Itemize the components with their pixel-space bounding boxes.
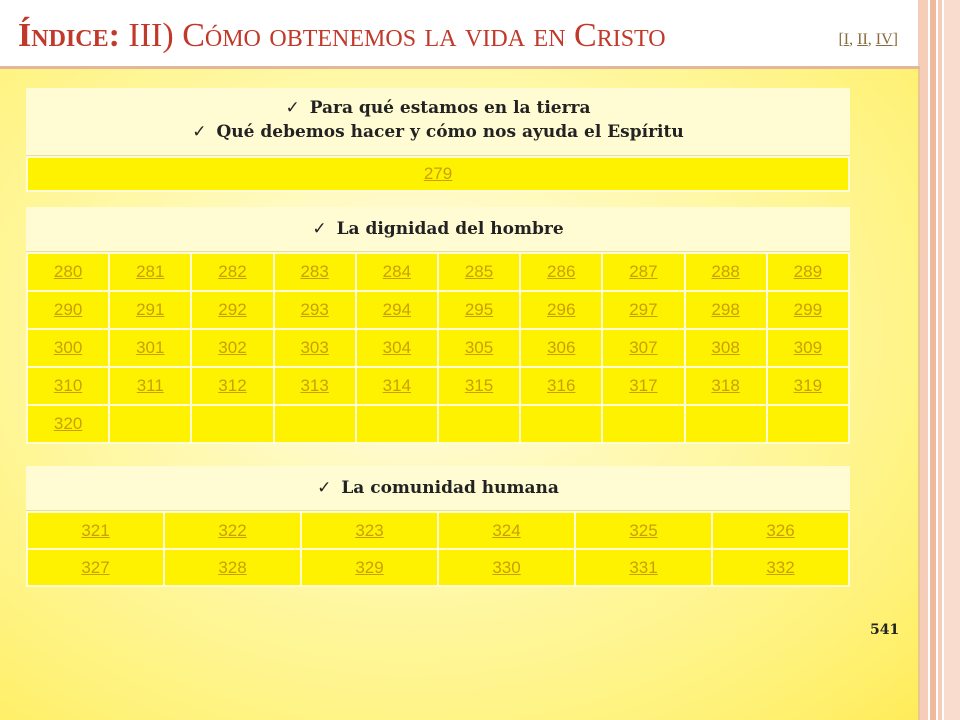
- section-heading: ✓ La comunidad humana: [26, 466, 850, 511]
- paragraph-link[interactable]: 330: [492, 557, 521, 577]
- grid-cell: [767, 329, 849, 367]
- grid-cell: [438, 291, 520, 329]
- nav-link-iv[interactable]: IV: [875, 31, 893, 48]
- paragraph-link[interactable]: 306: [547, 338, 576, 357]
- paragraph-link[interactable]: 302: [218, 338, 247, 357]
- section-heading: ✓ La dignidad del hombre: [26, 207, 850, 252]
- paragraph-link[interactable]: 328: [218, 557, 247, 577]
- paragraph-link[interactable]: 310: [53, 376, 83, 395]
- section-title: III) Cómo obtenemos la vida en Cristo: [128, 17, 666, 54]
- paragraph-link[interactable]: 320: [53, 414, 83, 433]
- grid-cell: [109, 291, 191, 329]
- paragraph-link[interactable]: 281: [136, 262, 165, 281]
- section-nav: [I, II, IV]: [838, 31, 898, 48]
- paragraph-link[interactable]: 286: [547, 262, 576, 281]
- grid-cell: [767, 367, 849, 405]
- paragraph-link[interactable]: 312: [218, 376, 247, 395]
- grid-cell: [520, 329, 602, 367]
- check-icon: ✓: [317, 478, 332, 498]
- grid-cell: [109, 329, 191, 367]
- paragraph-link[interactable]: 327: [81, 557, 110, 577]
- grid-cell: [191, 405, 273, 443]
- link-grid: [26, 156, 850, 192]
- section-heading: ✓ Para qué estamos en la tierra ✓ Qué debemos hacer y cómo nos ayuda el Espíritu: [26, 88, 850, 156]
- grid-cell: [356, 367, 438, 405]
- paragraph-link[interactable]: 324: [492, 520, 521, 540]
- paragraph-link[interactable]: 316: [547, 376, 576, 395]
- grid-cell: [191, 367, 273, 405]
- grid-cell: [438, 405, 520, 443]
- grid-cell: [685, 367, 767, 405]
- grid-cell: [438, 253, 520, 291]
- paragraph-link[interactable]: 279: [423, 164, 453, 183]
- grid-cell: [602, 329, 684, 367]
- grid-cell: [602, 367, 684, 405]
- decorative-stripes: [918, 0, 960, 720]
- grid-cell: [27, 512, 164, 549]
- grid-cell: [438, 367, 520, 405]
- grid-cell: [27, 253, 109, 291]
- grid-cell: [356, 405, 438, 443]
- grid-row: [27, 549, 849, 586]
- grid-cell: [27, 367, 109, 405]
- paragraph-link[interactable]: 285: [464, 262, 494, 281]
- paragraph-link[interactable]: 301: [136, 338, 165, 357]
- paragraph-link[interactable]: 280: [53, 262, 83, 281]
- paragraph-link[interactable]: 294: [382, 300, 412, 319]
- paragraph-link[interactable]: 283: [300, 262, 329, 281]
- grid-cell: [356, 291, 438, 329]
- paragraph-link[interactable]: 288: [711, 262, 740, 281]
- grid-row: [27, 253, 849, 291]
- grid-row: [27, 329, 849, 367]
- grid-row: [27, 367, 849, 405]
- index-label: Índice:: [18, 17, 120, 54]
- check-icon: ✓: [285, 98, 300, 118]
- paragraph-link[interactable]: 296: [547, 300, 576, 319]
- grid-cell: [274, 405, 356, 443]
- paragraph-link[interactable]: 329: [355, 557, 384, 577]
- paragraph-link[interactable]: 289: [793, 262, 823, 281]
- grid-cell: [685, 405, 767, 443]
- nav-link-ii[interactable]: II: [857, 31, 868, 48]
- grid-cell: [356, 329, 438, 367]
- grid-row: [27, 512, 849, 549]
- grid-cell: [712, 512, 849, 549]
- paragraph-link[interactable]: 317: [629, 376, 658, 395]
- grid-cell: [520, 253, 602, 291]
- grid-cell: [191, 291, 273, 329]
- grid-row: [27, 405, 849, 443]
- paragraph-link[interactable]: 321: [81, 520, 110, 540]
- paragraph-link[interactable]: 314: [382, 376, 412, 395]
- grid-cell: [164, 549, 301, 586]
- paragraph-link[interactable]: 326: [766, 520, 795, 540]
- paragraph-link[interactable]: 323: [355, 520, 384, 540]
- grid-cell: [520, 367, 602, 405]
- paragraph-link[interactable]: 307: [629, 338, 658, 357]
- grid-cell: [301, 549, 438, 586]
- paragraph-link[interactable]: 332: [766, 557, 795, 577]
- grid-cell: [712, 549, 849, 586]
- paragraph-link[interactable]: 300: [53, 338, 83, 357]
- check-icon: ✓: [312, 219, 327, 239]
- grid-cell: [109, 405, 191, 443]
- paragraph-link[interactable]: 309: [793, 338, 823, 357]
- paragraph-link[interactable]: 298: [711, 300, 740, 319]
- grid-cell: [602, 405, 684, 443]
- paragraph-link[interactable]: 295: [464, 300, 494, 319]
- paragraph-link[interactable]: 293: [300, 300, 329, 319]
- grid-cell: [301, 512, 438, 549]
- paragraph-link[interactable]: 297: [629, 300, 658, 319]
- grid-cell: [602, 291, 684, 329]
- grid-cell: [27, 157, 849, 191]
- grid-cell: [520, 291, 602, 329]
- nav-link-i[interactable]: I: [843, 31, 850, 48]
- grid-cell: [274, 291, 356, 329]
- grid-cell: [602, 253, 684, 291]
- grid-cell: [767, 405, 849, 443]
- grid-cell: [27, 549, 164, 586]
- paragraph-link[interactable]: 282: [218, 262, 247, 281]
- slide-title: [18, 14, 898, 58]
- check-icon: ✓: [192, 122, 207, 142]
- paragraph-link[interactable]: 290: [53, 300, 83, 319]
- grid-cell: [575, 549, 712, 586]
- paragraph-link[interactable]: 299: [793, 300, 823, 319]
- grid-cell: [27, 329, 109, 367]
- paragraph-link[interactable]: 291: [136, 300, 165, 319]
- grid-cell: [575, 512, 712, 549]
- grid-row: [27, 157, 849, 191]
- page-number: 541: [870, 622, 900, 638]
- paragraph-link[interactable]: 287: [629, 262, 658, 281]
- paragraph-link[interactable]: 315: [464, 376, 494, 395]
- link-grid: [26, 511, 850, 587]
- grid-cell: [685, 291, 767, 329]
- grid-cell: [274, 329, 356, 367]
- paragraph-link[interactable]: 303: [300, 338, 329, 357]
- grid-cell: [109, 367, 191, 405]
- link-grid: [26, 252, 850, 444]
- section-community: [26, 466, 850, 587]
- paragraph-link[interactable]: 292: [218, 300, 247, 319]
- grid-cell: [438, 329, 520, 367]
- grid-cell: [438, 512, 575, 549]
- grid-cell: [767, 291, 849, 329]
- grid-cell: [520, 405, 602, 443]
- grid-row: [27, 291, 849, 329]
- grid-cell: [274, 253, 356, 291]
- grid-cell: [27, 405, 109, 443]
- grid-cell: [191, 253, 273, 291]
- paragraph-link[interactable]: 319: [793, 376, 823, 395]
- paragraph-link[interactable]: 284: [382, 262, 412, 281]
- grid-cell: [191, 329, 273, 367]
- paragraph-link[interactable]: 325: [629, 520, 658, 540]
- grid-cell: [164, 512, 301, 549]
- paragraph-link[interactable]: 304: [382, 338, 412, 357]
- grid-cell: [685, 253, 767, 291]
- grid-cell: [438, 549, 575, 586]
- paragraph-link[interactable]: 313: [300, 376, 329, 395]
- paragraph-link[interactable]: 305: [464, 338, 494, 357]
- grid-cell: [109, 253, 191, 291]
- grid-cell: [685, 329, 767, 367]
- paragraph-link[interactable]: 308: [711, 338, 740, 357]
- paragraph-link[interactable]: 322: [218, 520, 247, 540]
- section-dignity: [26, 207, 850, 444]
- grid-cell: [767, 253, 849, 291]
- paragraph-link[interactable]: 331: [629, 557, 658, 577]
- paragraph-link[interactable]: 311: [136, 376, 164, 395]
- grid-cell: [356, 253, 438, 291]
- section-purpose: [26, 88, 850, 192]
- paragraph-link[interactable]: 318: [711, 376, 740, 395]
- grid-cell: [27, 291, 109, 329]
- grid-cell: [274, 367, 356, 405]
